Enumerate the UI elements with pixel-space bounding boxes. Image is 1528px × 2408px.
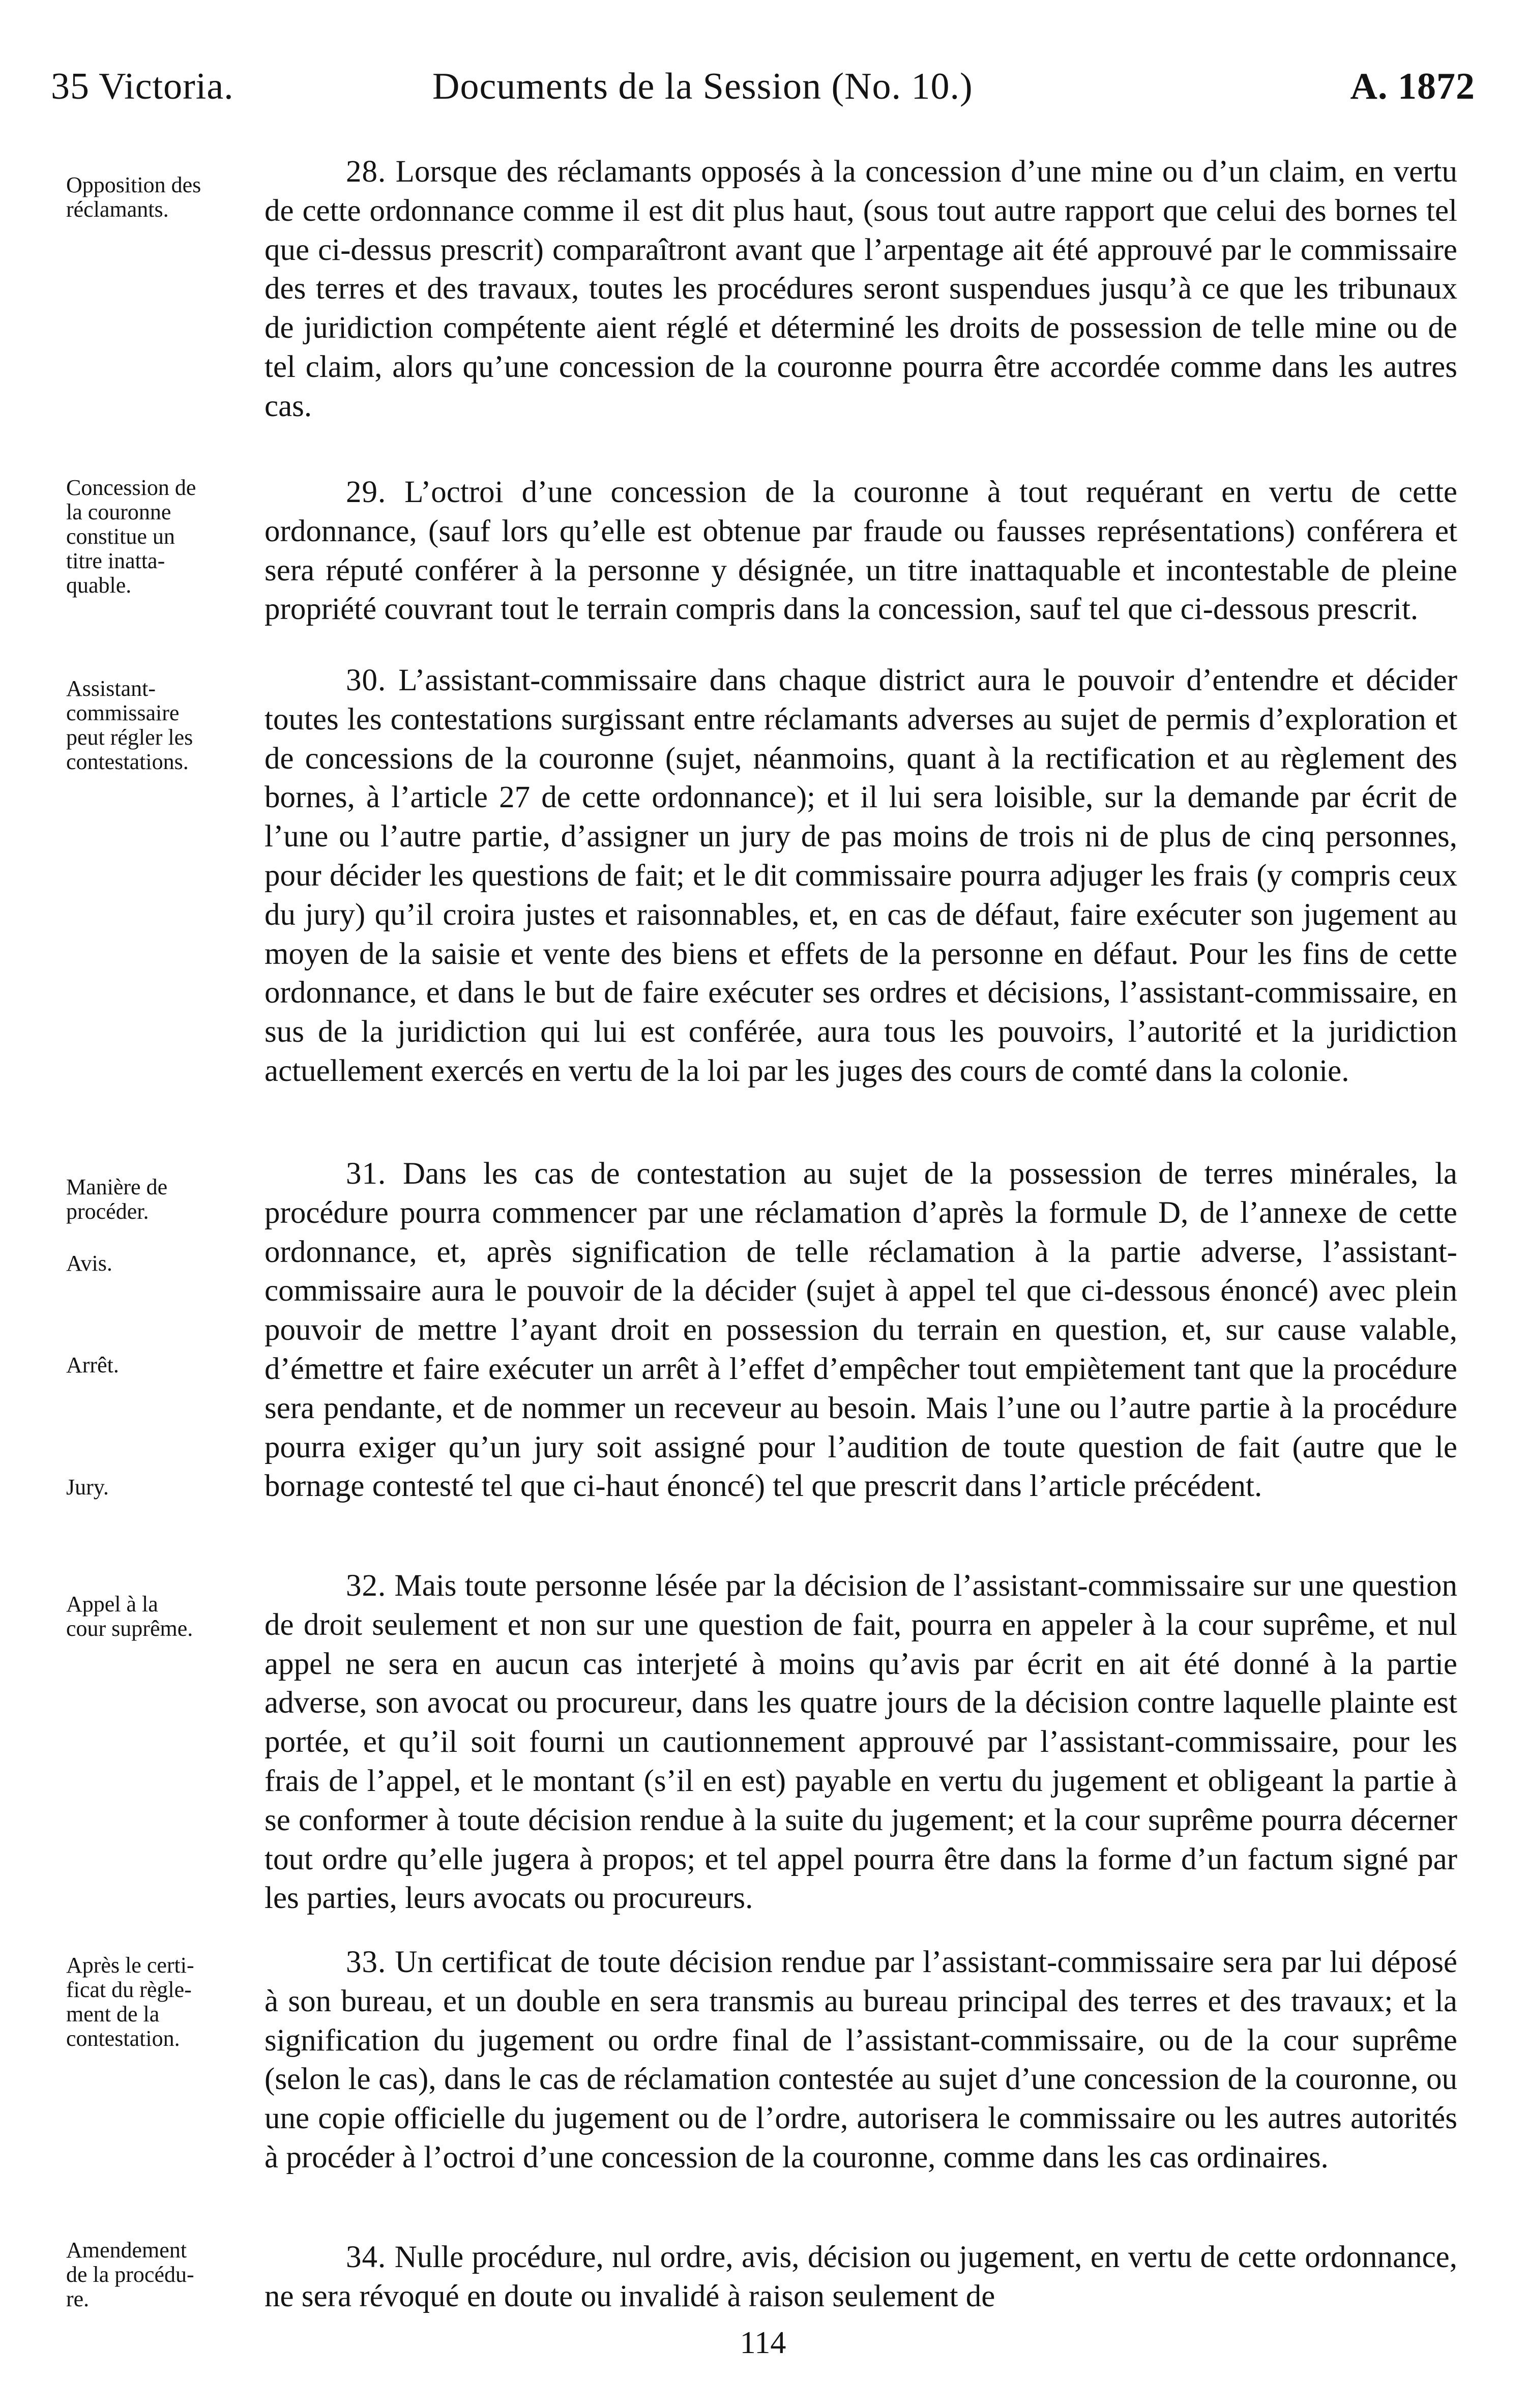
paragraph-28 xyxy=(265,153,1457,426)
page-number: 114 xyxy=(740,2326,786,2360)
paragraph-number: 34. xyxy=(346,2240,387,2274)
paragraph-text: Mais toute personne lésée par la décision de l’assistant-commissaire sur une question de droit seulement et non sur une question de fait, pourra en appeler à la cour suprême, et nul appel ne sera en aucun cas interjeté à moins qu’avis par écrit en ait été donné à la partie adverse, son avocat ou procureur, dans les quatre jours de la décision contre laquelle plainte est portée, et qu’il soit fourni un cautionnement approuvé par l’assistant-commissaire, pour les frais de l’appel, et le montant (s’il en est) payable en vertu du jugement et obligeant la partie à se conformer à toute décision rendue à la suite du jugement; et la cour suprême pourra décerner tout ordre qu’elle jugera à propos; et tel appel pourra être dans la forme d’un factum signé par les parties, leurs avocats ou procureurs. xyxy=(265,1569,1457,1916)
margin-note-maniere-de-proceder: Manière de procéder. xyxy=(66,1174,168,1224)
paragraph-34 xyxy=(265,2238,1457,2316)
header-year: A. 1872 xyxy=(1350,66,1475,107)
margin-note-concession: Concession de la couronne constitue un titre inatta- quable. xyxy=(66,475,196,598)
paragraph-30 xyxy=(265,661,1457,1091)
paragraph-number: 32. xyxy=(346,1569,387,1603)
header-regnal-year: 35 Victoria. xyxy=(51,66,234,107)
paragraph-29 xyxy=(265,473,1457,629)
paragraph-text: Un certificat de toute décision rendue par l’assistant-commissaire sera par lui déposé à son bureau, et un double en sera transmis au bureau principal des terres et des travaux; et la signification du jugement ou ordre final de l’assistant-commissaire, ou de la cour suprême (selon le cas), dans le cas de réclamation contestée au sujet d’une concession de la couronne, ou une copie officielle du jugement ou de l’ordre, autorisera le commissaire ou les autres autorités à procéder à l’octroi d’une concession de la couronne, comme dans les cas ordinaires. xyxy=(265,1945,1458,2175)
paragraph-text: L’assistant-commissaire dans chaque district aura le pouvoir d’entendre et décider toutes les contestations surgissant entre réclamants adverses au sujet de permis d’exploration et de concessions de la couronne (sujet, néanmoins, quant à la rectification et au règlement des bornes, à l’article 27 de cette ordonnance); et il lui sera loisible, sur la demande par écrit de l’une ou l’autre partie, d’assigner un jury de pas moins de trois ni de plus de cinq personnes, pour décider les questions de fait; et le dit commissaire pourra adjuger les frais (y compris ceux du jury) qu’il croira justes et raisonnables, et, en cas de défaut, faire exécuter son jugement au moyen de la saisie et vente des biens et effets de la personne en défaut. Pour les fins de cette ordonnance, et dans le but de faire exécuter ses ordres et décisions, l’assistant-commissaire, en sus de la juridiction qui lui est conférée, aura tous les pouvoirs, l’autorité et la juridiction actuellement exercés en vertu de la loi par les juges des cours de comté dans la colonie. xyxy=(265,663,1458,1088)
paragraph-text: L’octroi d’une concession de la couronne à tout requérant en vertu de cette ordonnance, (sauf lors qu’elle est obtenue par fraude ou fausses représentations) conférera et sera réputé conférer à la personne y désignée, un titre inattaquable et incontestable de pleine propriété couvrant tout le terrain compris dans la concession, sauf tel que ci-dessous prescrit. xyxy=(265,475,1458,627)
margin-note-avis: Avis. xyxy=(66,1251,112,1276)
margin-note-jury: Jury. xyxy=(66,1475,109,1500)
paragraph-33 xyxy=(265,1943,1457,2178)
paragraph-text: Lorsque des réclamants opposés à la concession d’une mine ou d’un claim, en vertu de cette ordonnance comme il est dit plus haut, (sous tout autre rapport que celui des bornes tel que ci-dessus prescrit) comparaîtront avant que l’arpentage ait été approuvé par le commissaire des terres et des travaux, toutes les procédures seront suspendues jusqu’à ce que les tribunaux de juridiction compétente aient réglé et déterminé les droits de possession de telle mine ou de tel claim, alors qu’une concession de la couronne pourra être accordée comme dans les autres cas. xyxy=(265,155,1458,423)
paragraph-text: Nulle procédure, nul ordre, avis, décision ou jugement, en vertu de cette ordonnance, ne sera révoqué en doute ou invalidé à raison seulement de xyxy=(265,2240,1458,2313)
paragraph-32 xyxy=(265,1567,1457,1918)
paragraph-number: 30. xyxy=(346,663,387,697)
running-header xyxy=(51,61,1475,117)
margin-note-assistant-commissaire: Assistant- commissaire peut régler les contestations. xyxy=(66,676,193,774)
margin-note-appel: Appel à la cour suprême. xyxy=(66,1592,193,1641)
header-title: Documents de la Session (No. 10.) xyxy=(432,66,973,107)
margin-note-amendement: Amendement de la procédu- re. xyxy=(66,2238,194,2311)
margin-note-apres-certificat: Après le certi- ficat du règle- ment de la contestation. xyxy=(66,1953,194,2051)
margin-note-arret: Arrêt. xyxy=(66,1353,119,1377)
paragraph-number: 29. xyxy=(346,475,387,509)
paragraph-number: 28. xyxy=(346,155,387,189)
paragraph-text: Dans les cas de contestation au sujet de la possession de terres minérales, la procédure pourra commencer par une réclamation d’après la formule D, de l’annexe de cette ordonnance, et, après signification de telle réclamation à la partie adverse, l’assistant-commissaire aura le pouvoir de la décider (sujet à appel tel que ci-dessous énoncé) avec plein pouvoir de mettre l’ayant droit en possession du terrain en question, et, sur cause valable, d’émettre et faire exécuter un arrêt à l’effet d’empêcher tout empiètement tant que la procédure sera pendante, et de nommer un receveur au besoin. Mais l’une ou l’autre partie à la procédure pourra exiger qu’un jury soit assigné pour l’audition de toute question de fait (autre que le bornage contesté tel que ci-haut énoncé) tel que prescrit dans l’article précédent. xyxy=(265,1157,1457,1504)
margin-note-opposition: Opposition des réclamants. xyxy=(66,172,201,222)
paragraph-31 xyxy=(265,1155,1457,1506)
paragraph-number: 33. xyxy=(346,1945,387,1979)
paragraph-number: 31. xyxy=(346,1157,387,1191)
